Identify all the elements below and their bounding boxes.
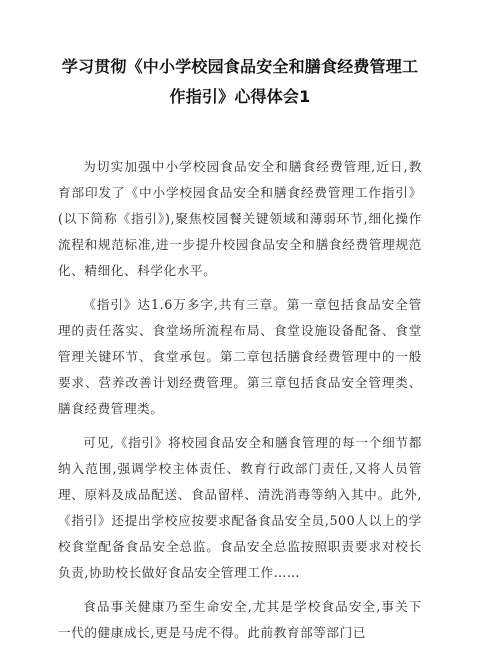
paragraph: 为切实加强中小学校园食品安全和膳食经费管理,近日,教育部印发了《中小学校园食品安全和膳食经费管理工作指引》(以下简称《指引》),聚焦校园餐关键领域和薄弱环节,细化操作流程和规范标准,进一步提升校园食品安全和膳食经费管理规范化、精细化、科学化水平。 bbox=[58, 159, 422, 278]
paragraph: 可见,《指引》将校园食品安全和膳食管理的每一个细节都纳入范围,强调学校主体责任、教育行政部门责任,又将人员管理、原料及成品配送、食品留样、清洗消毒等纳入其中。此外,《指引》还提出学校应按要求配备食品安全员,500人以上的学校食堂配备食品安全总监。食品安全总监按照职责要求对校长负责,协助校长做好食品安全管理工作…… bbox=[58, 435, 422, 580]
document-title: 学习贯彻《中小学校园食品安全和膳食经费管理工作指引》心得体会1 bbox=[61, 57, 419, 106]
paragraph: 食品事关健康乃至生命安全,尤其是学校食品安全,事关下一代的健康成长,更是马虎不得。此前教育部等部门已 bbox=[58, 599, 422, 640]
document-body bbox=[58, 154, 422, 646]
paragraph: 《指引》达1.6万多字,共有三章。第一章包括食品安全管理的责任落实、食堂场所流程布局、食堂设施设备配备、食堂管理关键环节、食堂承包。第二章包括膳食经费管理中的一般要求、营养改善计划经费管理。第三章包括食品安全管理类、膳食经费管理类。 bbox=[58, 297, 422, 416]
